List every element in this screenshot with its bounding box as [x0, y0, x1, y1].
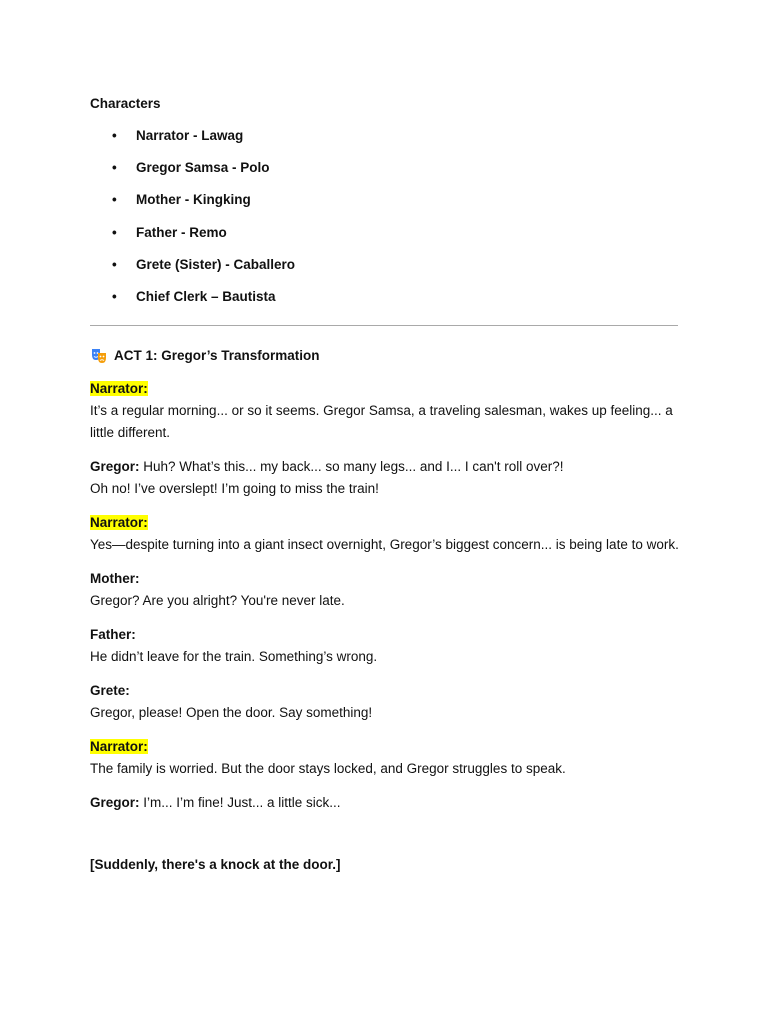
act-title [90, 346, 680, 366]
speaker-label: Gregor: [90, 795, 140, 811]
horizontal-divider [90, 325, 678, 326]
character-item [90, 158, 680, 190]
bullet-icon: • [112, 256, 117, 272]
dialogue-block [90, 736, 680, 780]
theater-masks-icon [90, 347, 108, 365]
speaker-label: Narrator: [90, 381, 148, 397]
dialogue-block [90, 456, 680, 500]
bullet-icon: • [112, 224, 117, 240]
act-title-text: ACT 1: Gregor’s Transformation [114, 348, 320, 364]
dialogue-text: Oh no! I’ve overslept! I’m going to miss the train! [90, 481, 379, 497]
characters-heading: Characters [90, 96, 161, 111]
speaker-label: Gregor: [90, 459, 140, 475]
character-item [90, 126, 680, 158]
dialogue-text: Gregor, please! Open the door. Say something! [90, 705, 373, 721]
character-label: Mother - Kingking [136, 192, 251, 208]
stage-direction: [Suddenly, there's a knock at the door.] [90, 857, 341, 873]
dialogue-block [90, 680, 680, 724]
dialogue-block [90, 568, 680, 612]
dialogue-text: He didn’t leave for the train. Something’s wrong. [90, 649, 378, 665]
character-item [90, 223, 680, 255]
bullet-icon: • [112, 192, 117, 208]
dialogue-block [90, 378, 680, 444]
dialogue-block [90, 792, 680, 814]
dialogue-text: I’m... I’m fine! Just... a little sick... [139, 795, 341, 811]
character-list [90, 126, 680, 319]
character-label: Grete (Sister) - Caballero [136, 256, 296, 272]
bullet-icon: • [112, 288, 117, 304]
speaker-label: Narrator: [90, 739, 148, 755]
character-label: Father - Remo [136, 224, 227, 240]
dialogue-text: Huh? What’s this... my back... so many legs... and I... I can't roll over?! [139, 459, 564, 475]
dialogue-block [90, 624, 680, 668]
speaker-label: Grete: [90, 683, 130, 699]
character-item [90, 255, 680, 287]
character-item [90, 287, 680, 319]
dialogue-text: Yes—despite turning into a giant insect overnight, Gregor’s biggest concern... is being late to work. [90, 537, 679, 553]
character-label: Narrator - Lawag [136, 128, 244, 143]
document-page [90, 94, 680, 876]
dialogue-block [90, 512, 680, 556]
bullet-icon: • [112, 160, 117, 176]
character-label: Gregor Samsa - Polo [136, 160, 270, 176]
speaker-label: Narrator: [90, 515, 148, 531]
character-label: Chief Clerk – Bautista [136, 288, 276, 304]
character-item [90, 190, 680, 222]
speaker-label: Father: [90, 627, 136, 643]
dialogue-text: It’s a regular morning... or so it seems. Gregor Samsa, a traveling salesman, wakes up feeling... a little different. [90, 403, 673, 441]
bullet-icon: • [112, 128, 117, 143]
speaker-label: Mother: [90, 571, 140, 587]
dialogue-text: Gregor? Are you alright? You're never late. [90, 593, 345, 609]
dialogue-text: The family is worried. But the door stays locked, and Gregor struggles to speak. [90, 761, 566, 777]
